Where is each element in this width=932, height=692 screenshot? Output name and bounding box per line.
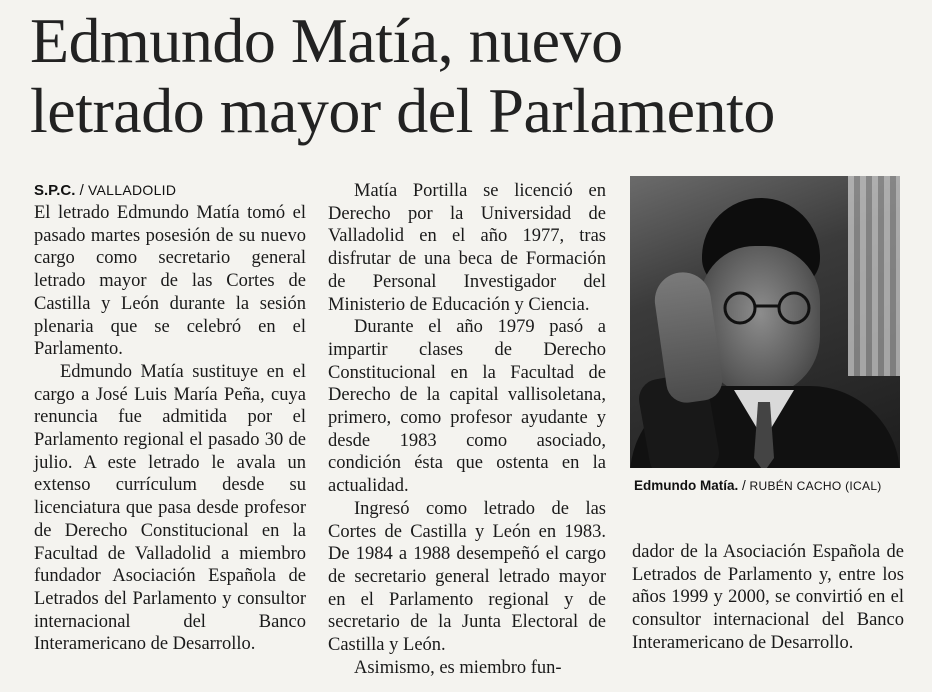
portrait-photo — [630, 176, 900, 468]
paragraph: El letrado Edmundo Matía tomó el pasado martes posesión de su nuevo cargo como secretario general letrado mayor de las Cortes de Castilla y León durante la sesión plenaria que se celebró en el Parlamento. — [34, 203, 306, 360]
photo-caption — [634, 478, 882, 493]
article-column-1 — [34, 202, 306, 656]
article-column-2 — [328, 180, 606, 679]
byline-agency: S.P.C. — [34, 182, 76, 199]
curtain-background — [848, 176, 900, 376]
article-column-3 — [632, 541, 904, 655]
caption-separator: / — [738, 478, 750, 493]
headline — [30, 6, 910, 146]
headline-line-2: letrado mayor del Parlamento — [30, 75, 775, 146]
paragraph: Matía Portilla se licenció en Derecho por la Universidad de Valladolid en el año 1977, tras disfrutar de una beca de Formación de Personal Investigador del Ministerio de Educación y Ciencia. — [328, 181, 606, 315]
paragraph: Asimismo, es miembro fun- — [354, 657, 562, 678]
byline-separator: / — [75, 182, 88, 199]
byline — [34, 182, 176, 199]
paragraph: dador de la Asociación Española de Letrados de Parlamento y, entre los años 1999 y 2000, se convirtió en el consultor internacional del Banco Interamericano de Desarrollo. — [632, 542, 904, 653]
paragraph: Durante el año 1979 pasó a impartir clases de Derecho Constitucional en la Facultad de Derecho de la capital vallisoletana, primero, como profesor ayudante y desde 1983 como asociado, condición ésta que ostenta en la actualidad. — [328, 317, 606, 497]
caption-credit: RUBÉN CACHO (ICAL) — [749, 479, 882, 493]
byline-place: VALLADOLID — [87, 182, 177, 198]
paragraph: Edmundo Matía sustituye en el cargo a José Luis María Peña, cuya renuncia fue admitida por el Parlamento regional el pasado 30 de julio. A este letrado le avala un extenso currículum desde su licenciatura que pasa desde profesor de Derecho Constitucional en la Facultad de Valladolid a miembro fundador Asociación Española de Letrados del Parlamento y consultor internacional del Banco Interamericano de Desarrollo. — [34, 361, 306, 655]
paragraph: Ingresó como letrado de las Cortes de Castilla y León en 1983. De 1984 a 1988 desempeñó el cargo de secretario general letrado mayor en el Parlamento regional y de secretario de la Junta Electoral de Castilla y León. — [328, 498, 606, 656]
glasses-icon — [716, 291, 820, 325]
headline-line-1: Edmundo Matía, nuevo — [30, 5, 623, 76]
caption-name: Edmundo Matía. — [634, 478, 739, 493]
